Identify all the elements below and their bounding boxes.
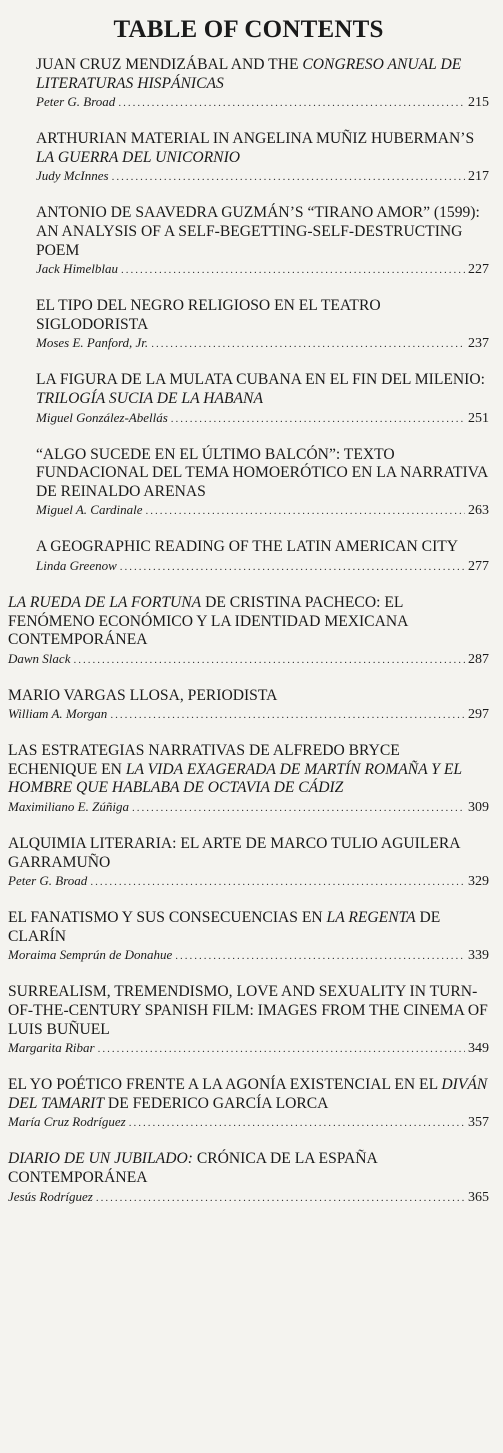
entry-author: Peter G. Broad [8,873,88,889]
entry-title-italic: LA REGENTA [326,909,416,927]
dot-leader [121,261,465,279]
entry-title-text: DE FEDERICO GARCÍA LORCA [104,1094,329,1112]
entry-leader-row [36,409,489,428]
toc-entry [8,835,489,891]
dot-leader [171,410,465,428]
entry-page-number: 329 [468,874,489,890]
dot-leader [73,651,465,669]
entry-page-number: 237 [468,336,489,352]
entry-title [8,1076,489,1113]
entry-author: Moses E. Panford, Jr. [36,335,149,351]
entry-page-number: 309 [468,800,489,816]
entry-author: Margarita Ribar [8,1040,95,1056]
entry-title-text: JUAN CRUZ MENDIZÁBAL AND THE [36,56,303,73]
dot-leader [90,873,465,891]
dot-leader [129,1114,465,1132]
entry-page-number: 339 [468,948,489,964]
dot-leader [132,799,465,817]
toc-entry [8,1076,489,1132]
toc-entry [8,983,489,1058]
entry-leader-row [36,93,489,112]
toc-entry [8,909,489,965]
dot-leader [98,1040,465,1058]
entry-title [8,1150,489,1187]
entry-leader-row [36,501,489,520]
toc-entry [8,204,489,279]
entry-title-italic: LA RUEDA DE LA FORTUNA [8,593,202,611]
entry-leader-row [8,1039,489,1058]
entry-author: Linda Greenow [36,557,117,573]
entry-leader-row [8,1113,489,1132]
entry-leader-row [8,1188,489,1207]
entry-author: Moraima Semprún de Donahue [8,947,173,963]
entry-title-text: ARTHURIAN MATERIAL IN ANGELINA MUÑIZ HUBERMAN’S [36,130,475,148]
entry-leader-row [8,798,489,817]
entry-title-text: EL TIPO DEL NEGRO RELIGIOSO EN EL TEATRO SIGLODORISTA [36,297,381,333]
entry-author: Miguel González-Abellás [36,409,168,425]
toc-entry [8,594,489,669]
entry-leader-row [36,167,489,186]
entry-leader-row [8,705,489,724]
entry-title-text: DE CRISTINA PACHECO: EL FENÓMENO ECONÓMICO Y LA IDENTIDAD MEXICANA CONTEMPORÁNEA [8,593,408,649]
entry-title [36,538,489,557]
entry-title-text: ANTONIO DE SAAVEDRA GUZMÁN’S “TIRANO AMOR” (1599): AN ANALYSIS OF A SELF-BEGETTING-SELF-DESTRUCTING POEM [36,204,480,259]
entry-page-number: 357 [468,1115,489,1131]
entry-page-number: 365 [468,1189,489,1205]
entry-title [8,909,489,946]
toc-entry [8,446,489,521]
entry-page-number: 251 [468,410,489,426]
dot-leader [120,558,465,576]
entry-author: Judy McInnes [36,168,109,184]
entry-author: Jack Himelblau [36,261,118,277]
entry-leader-row [8,946,489,965]
entry-title-text: EL YO POÉTICO FRENTE A LA AGONÍA EXISTENCIAL EN EL [8,1076,442,1094]
entry-title [36,130,489,167]
entry-author: Peter G. Broad [36,94,116,110]
entry-title-italic: DIVÁN DEL TAMARIT [8,1076,488,1112]
toc-entry [8,130,489,186]
entry-page-number: 287 [468,651,489,667]
entry-title-italic: LA VIDA EXAGERADA DE MARTÍN ROMAÑA Y EL HOMBRE QUE HABLABA DE OCTAVIA DE CÁDIZ [8,760,462,797]
entry-title [8,687,489,706]
toc-entry [8,538,489,576]
entry-author: María Cruz Rodríguez [8,1114,126,1130]
entry-title-text: CRÓNICA DE LA ESPAÑA CONTEMPORÁNEA [8,1150,377,1186]
dot-leader [151,335,465,353]
entry-author: William A. Morgan [8,706,108,722]
entry-leader-row [36,260,489,279]
toc-entry [8,56,489,112]
entry-author: Miguel A. Cardinale [36,502,143,518]
toc-list [8,56,489,1207]
entry-leader-row [36,557,489,576]
entry-title-italic: CONGRESO ANUAL DE LITERATURAS HISPÁNICAS [36,56,462,92]
entry-title [8,742,489,798]
entry-leader-row [8,872,489,891]
entry-title [36,371,489,408]
entry-page-number: 227 [468,262,489,278]
entry-title-text: LA FIGURA DE LA MULATA CUBANA EN EL FIN DEL MILENIO: [36,371,485,389]
entry-author: Dawn Slack [8,650,71,666]
entry-author: Maximiliano E. Zúñiga [8,799,129,815]
entry-leader-row [36,334,489,353]
dot-leader [112,168,465,186]
page-title: TABLE OF CONTENTS [113,16,384,43]
entry-title-text: EL FANATISMO Y SUS CONSECUENCIAS EN [8,909,327,927]
entry-page-number: 349 [468,1041,489,1057]
entry-title-text: “ALGO SUCEDE EN EL ÚLTIMO BALCÓN”: TEXTO FUNDACIONAL DEL TEMA HOMOERÓTICO EN LA NARRATIVA DE REINALDO ARENAS [36,445,488,500]
entry-title-text: ALQUIMIA LITERARIA: EL ARTE DE MARCO TULIO AGUILERA GARRAMUÑO [8,835,460,871]
entry-title [8,594,489,650]
entry-title-italic: TRILOGÍA SUCIA DE LA HABANA [36,389,263,407]
entry-leader-row [8,650,489,669]
toc-entry [8,1150,489,1206]
dot-leader [118,94,465,112]
entry-title [36,446,489,502]
entry-title-text: MARIO VARGAS LLOSA, PERIODISTA [8,686,278,704]
entry-author: Jesús Rodríguez [8,1188,93,1204]
entry-page-number: 277 [468,558,489,574]
entry-page-number: 297 [468,707,489,723]
entry-title [36,56,489,93]
entry-page-number: 217 [468,169,489,185]
dot-leader [110,706,465,724]
entry-title-text: LAS ESTRATEGIAS NARRATIVAS DE ALFREDO BRYCE ECHENIQUE EN [8,742,400,778]
entry-page-number: 215 [468,95,489,111]
entry-page-number: 263 [468,503,489,519]
entry-title [8,983,489,1039]
entry-title [36,204,489,260]
toc-entry [8,371,489,427]
entry-title-text: DE CLARÍN [8,909,441,945]
toc-entry [8,297,489,353]
dot-leader [96,1189,465,1207]
entry-title [8,835,489,872]
entry-title-text: A GEOGRAPHIC READING OF THE LATIN AMERICAN CITY [36,538,459,556]
entry-title-italic: LA GUERRA DEL UNICORNIO [36,148,241,166]
dot-leader [175,947,465,965]
toc-entry [8,742,489,817]
entry-title-italic: DIARIO DE UN JUBILADO: [8,1150,193,1168]
dot-leader [146,502,465,520]
toc-entry [8,687,489,725]
entry-title-text: SURREALISM, TREMENDISMO, LOVE AND SEXUALITY IN TURN-OF-THE-CENTURY SPANISH FILM: IMAGES FROM THE CINEMA OF LUIS BUÑUEL [8,983,488,1038]
entry-title [36,297,489,334]
